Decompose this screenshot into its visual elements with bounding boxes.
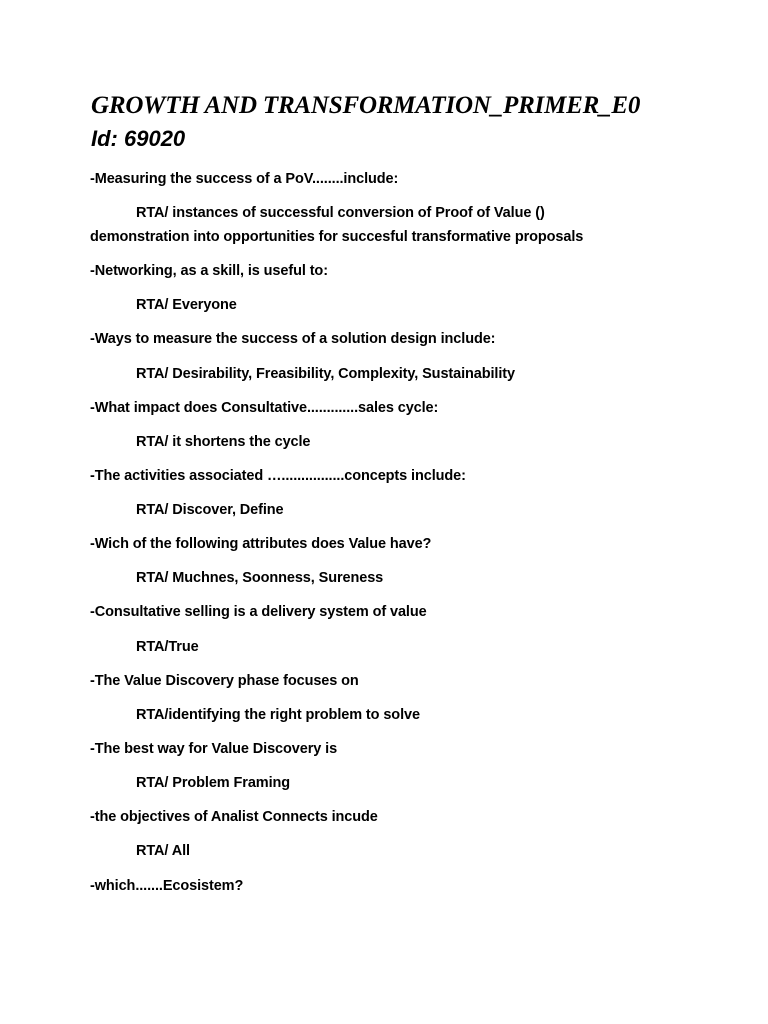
answer-8: RTA/identifying the right problem to solve — [136, 707, 420, 723]
answer-5: RTA/ Discover, Define — [136, 502, 284, 518]
answer-1-continued: demonstration into opportunities for succesful transformative proposals — [90, 229, 584, 245]
answer-10: RTA/ All — [136, 843, 190, 859]
document-id: Id: 69020 — [91, 126, 186, 151]
question-9: -The best way for Value Discovery is — [90, 741, 338, 757]
question-4: -What impact does Consultative.............sales cycle: — [90, 400, 439, 416]
question-10: -the objectives of Analist Connects incude — [90, 809, 378, 825]
question-3: -Ways to measure the success of a solution design include: — [90, 331, 496, 347]
question-1: -Measuring the success of a PoV........include: — [90, 171, 399, 187]
answer-7: RTA/True — [136, 639, 199, 655]
document-title: GROWTH AND TRANSFORMATION_PRIMER_E0 — [91, 92, 641, 119]
answer-4: RTA/ it shortens the cycle — [136, 434, 311, 450]
answer-9: RTA/ Problem Framing — [136, 775, 291, 791]
answer-6: RTA/ Muchnes, Soonness, Sureness — [136, 570, 384, 586]
question-5: -The activities associated …................concepts include: — [90, 468, 466, 484]
answer-3: RTA/ Desirability, Freasibility, Complexity, Sustainability — [136, 366, 515, 382]
answer-1: RTA/ instances of successful conversion of Proof of Value () — [136, 205, 545, 221]
question-11: -which.......Ecosistem? — [90, 878, 244, 894]
answer-2: RTA/ Everyone — [136, 297, 237, 313]
question-6: -Wich of the following attributes does Value have? — [90, 536, 432, 552]
question-8: -The Value Discovery phase focuses on — [90, 673, 359, 689]
question-7: -Consultative selling is a delivery system of value — [90, 604, 427, 620]
question-2: -Networking, as a skill, is useful to: — [90, 263, 328, 279]
